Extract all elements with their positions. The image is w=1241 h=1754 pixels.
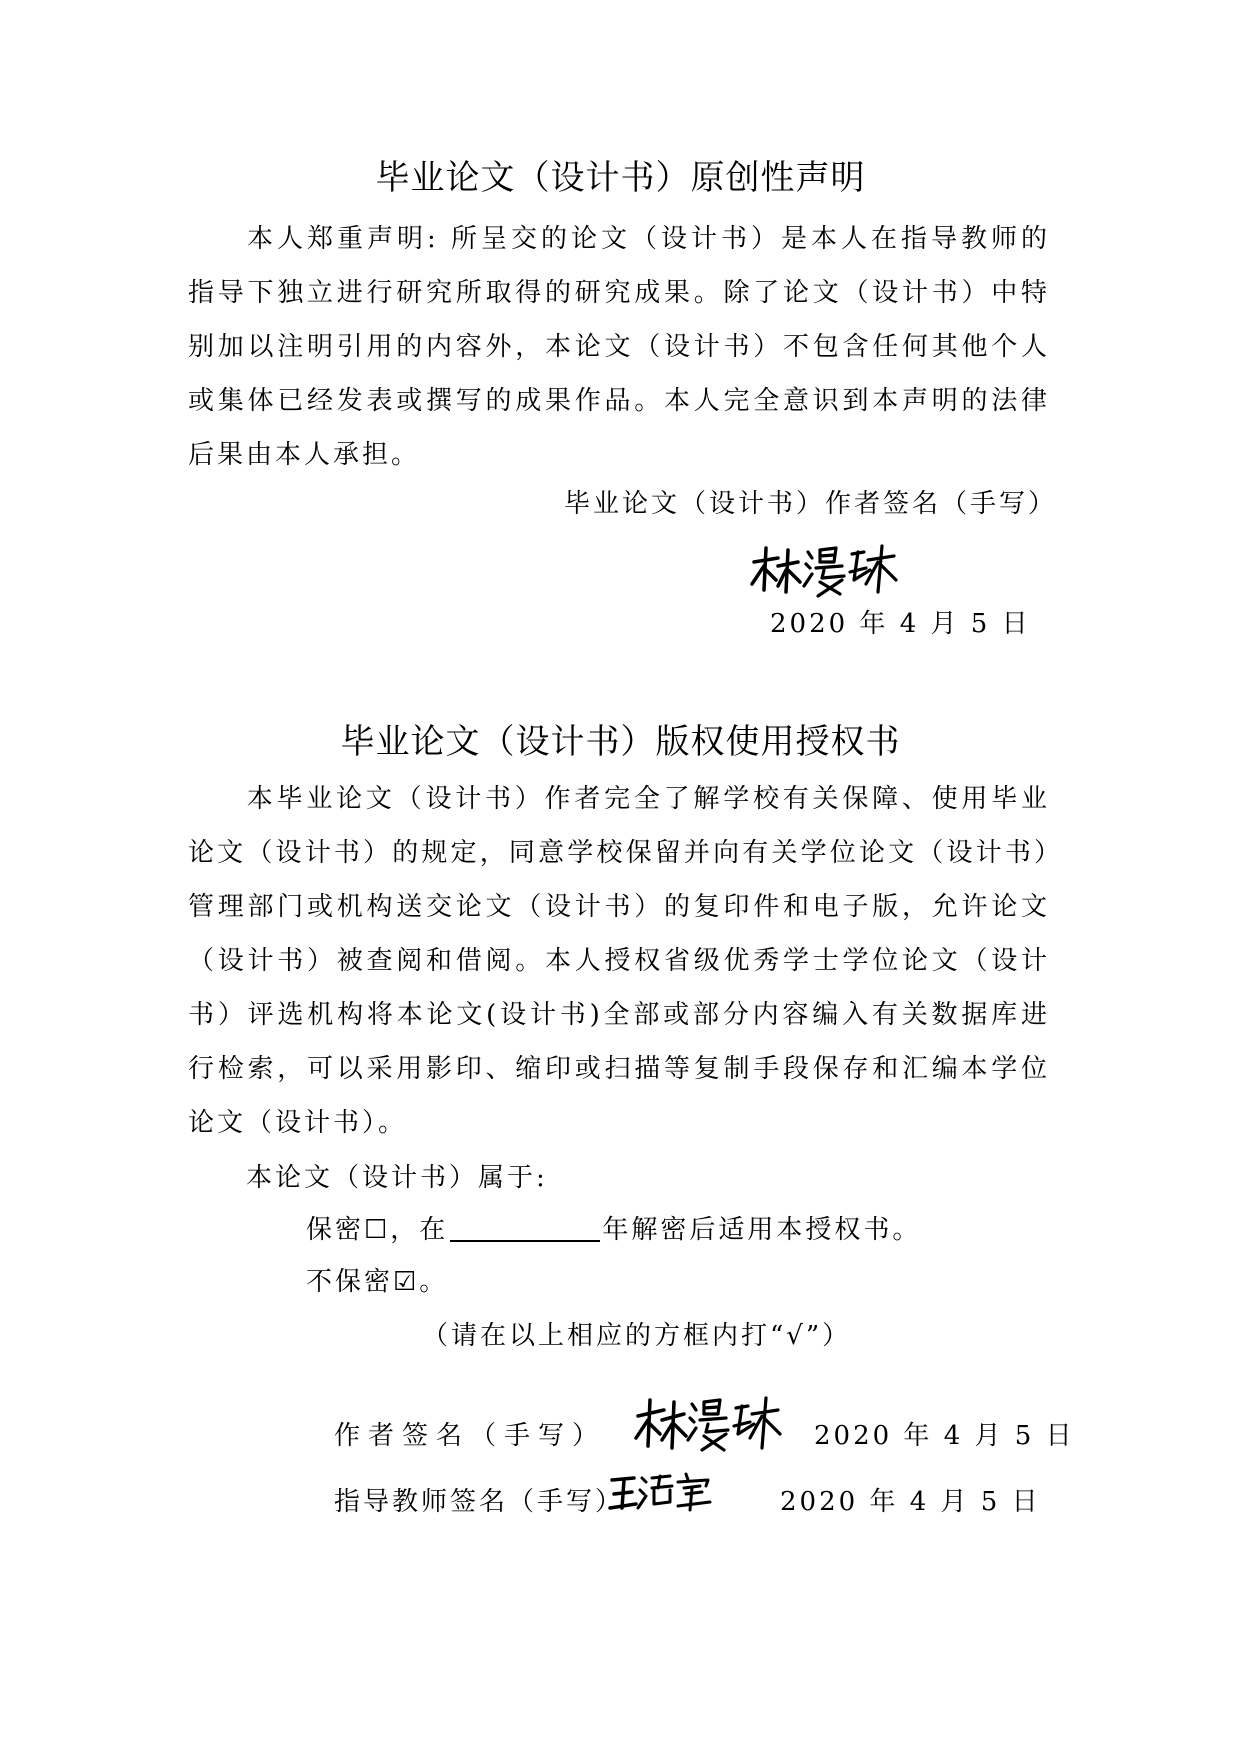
originality-title: 毕业论文（设计书）原创性声明 — [375, 158, 866, 198]
originality-signature-label: 毕业论文（设计书）作者签名（手写） — [564, 489, 1058, 519]
option-secret — [306, 1212, 921, 1248]
advisor-signature — [606, 1468, 716, 1518]
instruction-text: （请在以上相应的方框内打“√”） — [422, 1321, 852, 1351]
advisor-signature-label: 指导教师签名（手写） — [334, 1487, 625, 1517]
option-secret-suffix: 年解密后适用本授权书。 — [602, 1215, 922, 1245]
option-secret-prefix: 保密☐，在 — [306, 1215, 449, 1245]
years-blank — [450, 1214, 600, 1242]
copyright-body — [188, 772, 1050, 1150]
originality-date: 2020 年 4 月 5 日 — [770, 609, 1031, 639]
originality-author-signature — [748, 540, 898, 600]
copyright-author-signature — [632, 1392, 782, 1456]
originality-body — [188, 212, 1050, 482]
originality-body-text: 本人郑重声明: 所呈交的论文（设计书）是本人在指导教师的指导下独立进行研究所取得的研究成果。除了论文（设计书）中特别加以注明引用的内容外，本论文（设计书）不包含任何其他个人或集体已经发表或撰写的成果作品。本人完全意识到本声明的法律后果由本人承担。 — [188, 224, 1050, 470]
author-signature-date: 2020 年 4 月 5 日 — [814, 1421, 1075, 1451]
copyright-title: 毕业论文（设计书）版权使用授权书 — [340, 722, 901, 762]
option-not-secret: 不保密☑。 — [306, 1267, 449, 1297]
belongs-to-label: 本论文（设计书）属于: — [246, 1163, 548, 1193]
copyright-body-text: 本毕业论文（设计书）作者完全了解学校有关保障、使用毕业论文（设计书）的规定，同意学校保留并向有关学位论文（设计书）管理部门或机构送交论文（设计书）的复印件和电子版，允许论文（设计书）被查阅和借阅。本人授权省级优秀学士学位论文（设计书）评选机构将本论文(设计书)全部或部分内容编入有关数据库进行检索，可以采用影印、缩印或扫描等复制手段保存和汇编本学位论文（设计书）。 — [188, 784, 1050, 1138]
advisor-signature-date: 2020 年 4 月 5 日 — [780, 1487, 1041, 1517]
author-signature-label: 作者签名（手写） — [334, 1421, 607, 1451]
